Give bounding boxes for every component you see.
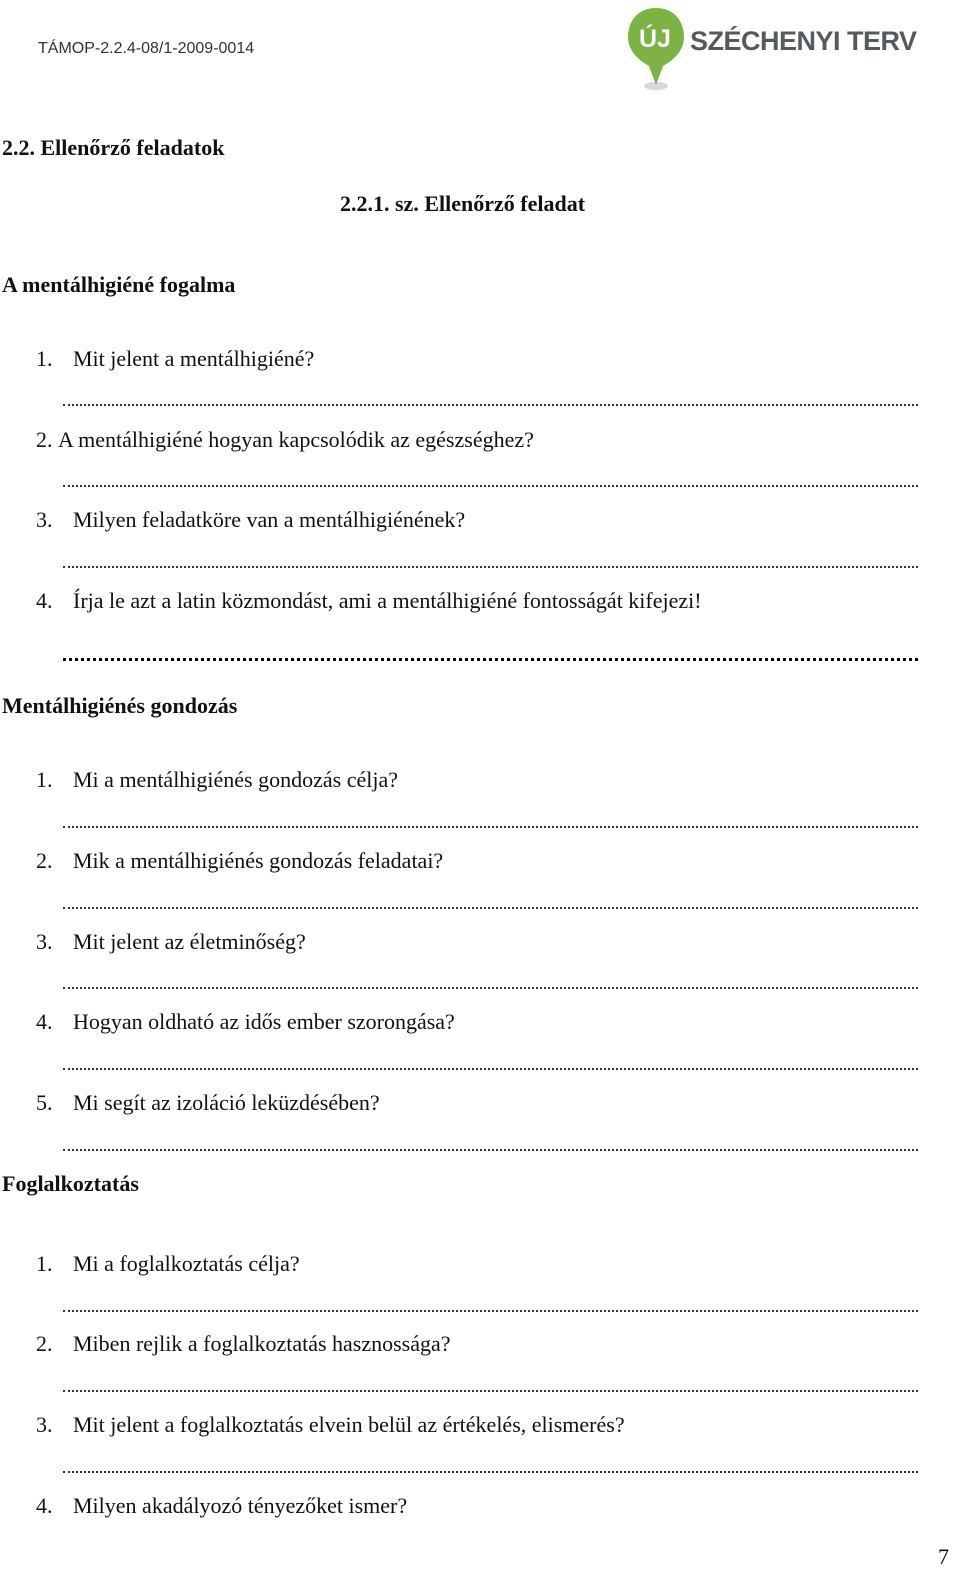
- question-item: [36, 929, 306, 955]
- answer-line[interactable]: [63, 1390, 918, 1392]
- section-title: 2.2. Ellenőrző feladatok: [2, 135, 225, 160]
- question-text: Miben rejlik a foglalkoztatás hasznossága?: [73, 1331, 451, 1356]
- question-number: 2.: [36, 1331, 53, 1356]
- question-text: Mi segít az izoláció leküzdésében?: [73, 1090, 380, 1115]
- answer-line[interactable]: [63, 404, 918, 406]
- answer-line[interactable]: [63, 485, 918, 487]
- question-number: 3.: [36, 929, 53, 954]
- question-item: [36, 1412, 625, 1438]
- answer-line[interactable]: [63, 907, 918, 909]
- question-number: 1.: [36, 1251, 53, 1276]
- question-item: [36, 588, 702, 614]
- question-item: [36, 1009, 455, 1035]
- answer-line[interactable]: [63, 658, 918, 661]
- question-text: Hogyan oldható az idős ember szorongása?: [73, 1009, 455, 1034]
- block-title: Mentálhigiénés gondozás: [2, 693, 238, 718]
- answer-line[interactable]: [63, 1149, 918, 1151]
- question-number: 4.: [36, 588, 53, 613]
- question-text: Milyen feladatköre van a mentálhigiénének?: [73, 507, 466, 532]
- question-text: Mit jelent a mentálhigiéné?: [73, 346, 315, 371]
- question-text: Mi a mentálhigiénés gondozás célja?: [73, 767, 398, 792]
- question-number: 3.: [36, 1412, 53, 1437]
- project-code: TÁMOP-2.2.4-08/1-2009-0014: [38, 40, 255, 57]
- answer-line[interactable]: [63, 987, 918, 989]
- page-number: 7: [938, 1544, 949, 1569]
- question-item: [36, 848, 443, 874]
- question-number: 1.: [36, 767, 53, 792]
- question-item: [36, 1251, 300, 1277]
- answer-line[interactable]: [63, 566, 918, 568]
- question-text: Milyen akadályozó tényezőket ismer?: [73, 1493, 408, 1518]
- answer-line[interactable]: [63, 1068, 918, 1070]
- question-text: Mi a foglalkoztatás célja?: [73, 1251, 300, 1276]
- subsection-title: 2.2.1. sz. Ellenőrző feladat: [340, 191, 586, 216]
- question-number: 4.: [36, 1009, 53, 1034]
- question-number: 3.: [36, 507, 53, 532]
- answer-line[interactable]: [63, 1471, 918, 1473]
- question-item: [36, 767, 398, 793]
- block-title: Foglalkoztatás: [2, 1171, 139, 1196]
- question-number: 5.: [36, 1090, 53, 1115]
- question-text: Mit jelent az életminőség?: [73, 929, 306, 954]
- question-number: 4.: [36, 1493, 53, 1518]
- question-text: Írja le azt a latin közmondást, ami a mentálhigiéné fontosságát kifejezi!: [73, 588, 702, 613]
- block-title: A mentálhigiéné fogalma: [2, 272, 236, 297]
- question-number: 2.: [36, 427, 53, 452]
- question-item: [36, 507, 465, 533]
- question-item: [36, 427, 534, 453]
- answer-line[interactable]: [63, 1310, 918, 1312]
- question-item: [36, 1090, 380, 1116]
- question-item: [36, 1493, 407, 1519]
- question-text: A mentálhigiéné hogyan kapcsolódik az egészséghez?: [58, 427, 534, 452]
- logo-mark: ÚJ: [639, 25, 671, 53]
- logo-text: SZÉCHENYI TERV: [690, 26, 917, 56]
- question-number: 2.: [36, 848, 53, 873]
- question-item: [36, 1331, 451, 1357]
- question-item: [36, 346, 314, 372]
- question-text: Mik a mentálhigiénés gondozás feladatai?: [73, 848, 444, 873]
- question-text: Mit jelent a foglalkoztatás elvein belül az értékelés, elismerés?: [73, 1412, 625, 1437]
- szechenyi-terv-logo: [626, 6, 917, 92]
- answer-line[interactable]: [63, 826, 918, 828]
- question-number: 1.: [36, 346, 53, 371]
